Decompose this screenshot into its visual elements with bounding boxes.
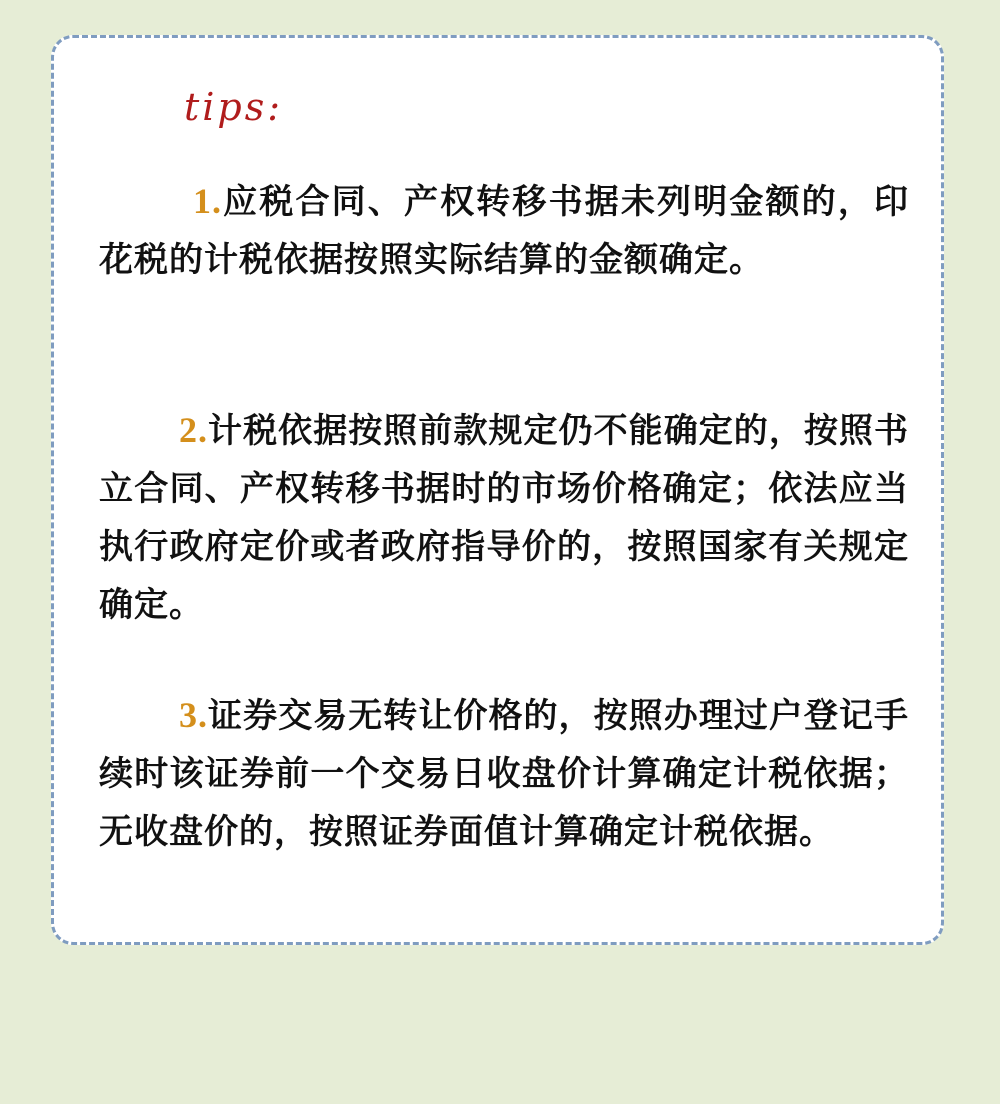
tip-item-3	[99, 686, 909, 861]
tip-text-1: 应税合同、产权转移书据未列明金额的，印花税的计税依据按照实际结算的金额确定。	[99, 182, 909, 280]
tip-number-1: 1.	[193, 181, 222, 221]
tips-card	[51, 35, 944, 945]
tip-number-2: 2.	[179, 410, 208, 450]
tip-text-3: 证券交易无转让价格的，按照办理过户登记手续时该证券前一个交易日收盘价计算确定计税依据；无收盘价的，按照证券面值计算确定计税依据。	[99, 696, 909, 852]
tip-item-1	[99, 172, 909, 289]
tip-number-3: 3.	[179, 695, 208, 735]
tips-heading: tips:	[184, 85, 284, 129]
tip-text-2: 计税依据按照前款规定仍不能确定的，按照书立合同、产权转移书据时的市场价格确定；依法应当执行政府定价或者政府指导价的，按照国家有关规定确定。	[99, 411, 909, 625]
tip-item-2	[99, 401, 909, 634]
